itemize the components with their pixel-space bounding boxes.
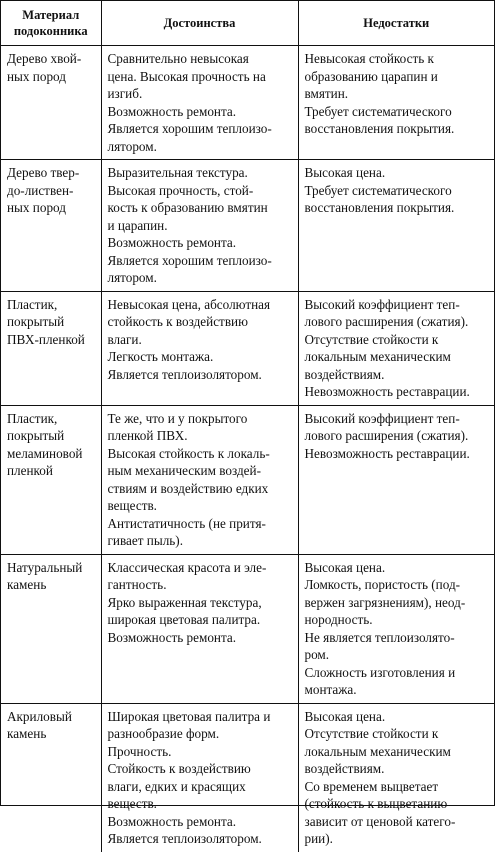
cell-text-line: Отсутствие стойкости к: [304, 331, 439, 347]
cell-text-line: пленкой: [7, 463, 53, 478]
cell-text-line: камень: [7, 726, 47, 741]
cell-text-line: покрытый: [7, 428, 65, 443]
table-row: [1, 46, 494, 160]
cell-text-line: Легкость монтажа.: [107, 349, 214, 364]
cell-text-line: вержен загрязнениям), неод-: [304, 594, 466, 610]
cell-text-line: ром.: [304, 647, 330, 662]
cell-text-line: пленкой ПВХ.: [107, 428, 188, 443]
cell-text-line: воздействиям.: [304, 366, 385, 382]
cell-text-line: рии).: [304, 831, 333, 846]
table-row: [1, 703, 494, 852]
disadvantages-cell: [298, 46, 494, 160]
material-cell: [1, 703, 101, 852]
disadvantages-cell: [298, 703, 494, 852]
table-row: [1, 291, 494, 405]
cell-text-line: веществ.: [107, 796, 157, 811]
cell-text-line: кость к образованию вмятин: [107, 200, 268, 215]
cell-text-line: веществ.: [107, 498, 157, 513]
cell-text-line: ных пород: [7, 68, 66, 84]
cell-text-line: локальным механическим: [304, 743, 451, 759]
cell-text-line: стойкость к воздействию: [107, 314, 248, 329]
cell-text-line: Ломкость, пористость (под-: [304, 577, 461, 592]
cell-text-line: нородность.: [304, 612, 373, 627]
cell-text-line: Высокая цена.: [304, 165, 386, 180]
cell-text-line: Ярко выраженная текстура,: [107, 594, 262, 610]
header-material-line: подоконника: [13, 24, 88, 38]
cell-text-line: Отсутствие стойкости к: [304, 726, 439, 741]
material-cell: [1, 554, 101, 703]
windowsill-materials-table: [1, 1, 494, 852]
cell-text-line: Невозможность реставрации.: [304, 384, 470, 399]
table-row: [1, 160, 494, 292]
cell-text-line: Высокая стойкость к локаль-: [107, 445, 270, 461]
cell-text-line: Возможность ремонта.: [107, 103, 237, 119]
advantages-cell: [101, 554, 298, 703]
cell-text-line: Высокая цена.: [304, 708, 386, 724]
table-header-row: [1, 1, 494, 46]
cell-text-line: ных пород: [7, 200, 66, 215]
cell-text-line: лового расширения (сжатия).: [304, 428, 469, 443]
cell-text-line: локальным механическим: [304, 349, 451, 364]
cell-text-line: лятором.: [107, 270, 157, 285]
cell-text-line: Возможность ремонта.: [107, 813, 237, 829]
cell-text-line: восстановления покрытия.: [304, 121, 455, 136]
cell-text-line: широкая цветовая палитра.: [107, 612, 261, 627]
cell-text-line: Пластик,: [7, 410, 58, 426]
cell-text-line: Требует систематического: [304, 182, 452, 198]
cell-text-line: Невозможность реставрации.: [304, 445, 470, 461]
cell-text-line: Выразительная текстура.: [107, 165, 248, 180]
cell-text-line: (стойкость к выцветанию: [304, 796, 448, 811]
disadvantages-cell: [298, 405, 494, 554]
cell-text-line: Возможность ремонта.: [107, 629, 237, 645]
cell-text-line: вмятин.: [304, 86, 349, 101]
cell-text-line: разнообразие форм.: [107, 726, 220, 741]
cell-text-line: Является хорошим теплоизо-: [107, 252, 272, 268]
cell-text-line: зависит от ценовой катего-: [304, 813, 456, 829]
cell-text-line: восстановления покрытия.: [304, 200, 455, 215]
cell-text-line: Требует систематического: [304, 103, 452, 119]
advantages-cell: [101, 291, 298, 405]
cell-text-line: Те же, что и у покрытого: [107, 410, 248, 426]
cell-text-line: до-листвен-: [7, 182, 74, 198]
cell-text-line: ным механическим воздей-: [107, 463, 261, 478]
cell-text-line: Стойкость к воздействию: [107, 761, 251, 776]
cell-text-line: влаги.: [107, 331, 142, 347]
cell-text-line: влаги, едких и красящих: [107, 778, 246, 794]
cell-text-line: и царапин.: [107, 217, 168, 233]
cell-text-line: Возможность ремонта.: [107, 235, 237, 250]
cell-text-line: воздействиям.: [304, 761, 385, 776]
cell-text-line: камень: [7, 577, 47, 592]
cell-text-line: меламиновой: [7, 445, 83, 461]
cell-text-line: Антистатичность (не притя-: [107, 515, 266, 531]
disadvantages-cell: [298, 554, 494, 703]
cell-text-line: Невысокая стойкость к: [304, 51, 434, 66]
cell-text-line: Высокий коэффициент теп-: [304, 410, 460, 426]
cell-text-line: Невысокая цена, абсолютная: [107, 296, 271, 312]
cell-text-line: цена. Высокая прочность на: [107, 68, 266, 84]
cell-text-line: Классическая красота и эле-: [107, 559, 267, 575]
header-disadvantages: Недостатки: [298, 1, 494, 46]
cell-text-line: лового расширения (сжатия).: [304, 314, 469, 329]
cell-text-line: Натуральный: [7, 559, 83, 575]
cell-text-line: Высокая прочность, стой-: [107, 182, 254, 198]
cell-text-line: Широкая цветовая палитра и: [107, 708, 271, 724]
table-row: [1, 405, 494, 554]
material-cell: [1, 46, 101, 160]
cell-text-line: образованию царапин и: [304, 68, 438, 84]
cell-text-line: Сравнительно невысокая: [107, 51, 249, 66]
cell-text-line: Является хорошим теплоизо-: [107, 121, 272, 136]
header-material-line: Материал: [22, 8, 80, 22]
cell-text-line: гивает пыль).: [107, 533, 183, 548]
cell-text-line: Высокий коэффициент теп-: [304, 296, 460, 312]
cell-text-line: Высокая цена.: [304, 559, 386, 575]
cell-text-line: ствиям и воздействию едких: [107, 480, 269, 496]
cell-text-line: Дерево твер-: [7, 165, 80, 180]
cell-text-line: лятором.: [107, 138, 157, 154]
cell-text-line: монтажа.: [304, 682, 357, 697]
cell-text-line: Является теплоизолятором.: [107, 366, 262, 382]
cell-text-line: Пластик,: [7, 296, 58, 312]
disadvantages-cell: [298, 160, 494, 292]
material-cell: [1, 160, 101, 292]
cell-text-line: Прочность.: [107, 743, 172, 759]
advantages-cell: [101, 160, 298, 292]
cell-text-line: ПВХ-пленкой: [7, 331, 85, 347]
header-material: [1, 1, 101, 46]
advantages-cell: [101, 405, 298, 554]
cell-text-line: Не является теплоизолято-: [304, 629, 455, 645]
advantages-cell: [101, 46, 298, 160]
cell-text-line: Дерево хвой-: [7, 51, 82, 66]
material-cell: [1, 291, 101, 405]
table-body: [1, 46, 494, 852]
cell-text-line: Сложность изготовления и: [304, 664, 456, 680]
cell-text-line: Со временем выцветает: [304, 778, 439, 794]
material-cell: [1, 405, 101, 554]
cell-text-line: изгиб.: [107, 86, 143, 101]
header-advantages: Достоинства: [101, 1, 298, 46]
table-row: [1, 554, 494, 703]
cell-text-line: Акриловый: [7, 708, 72, 724]
cell-text-line: покрытый: [7, 314, 65, 329]
cell-text-line: гантность.: [107, 577, 167, 592]
cell-text-line: Является теплоизолятором.: [107, 831, 262, 846]
disadvantages-cell: [298, 291, 494, 405]
advantages-cell: [101, 703, 298, 852]
